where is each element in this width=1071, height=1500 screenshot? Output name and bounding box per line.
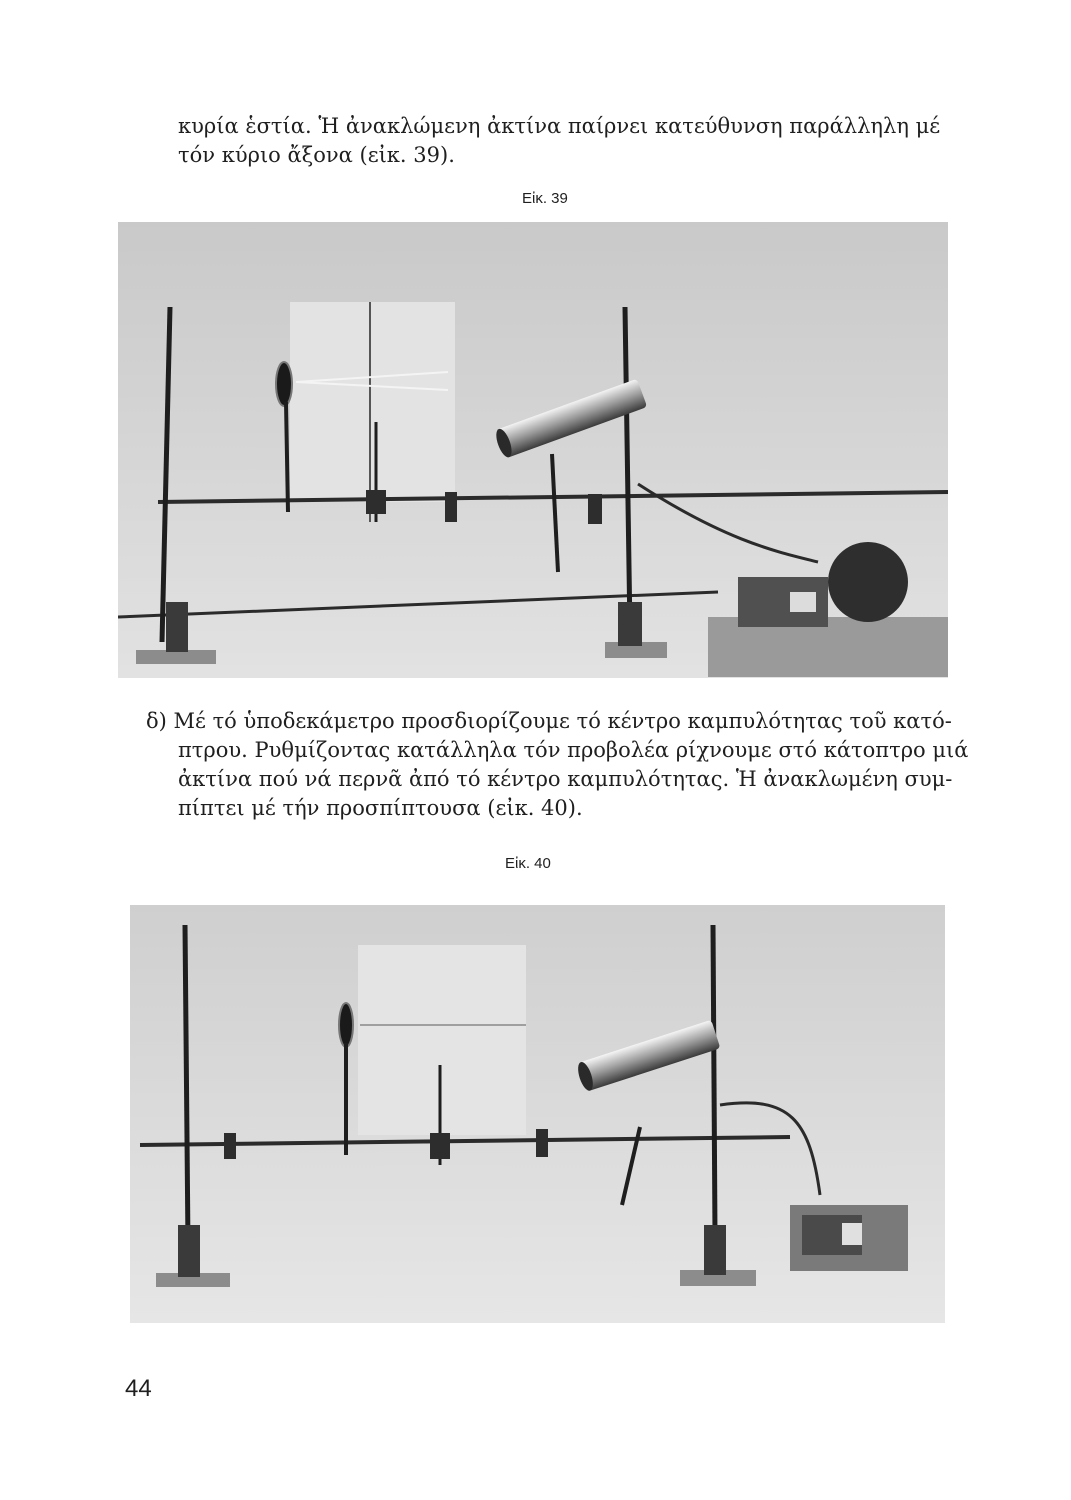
screen-panel	[290, 302, 455, 502]
text-line: κυρία ἑστία. Ἡ ἀνακλώμενη ἀκτίνα παίρνει κατεύθυνση παράλληλη μέ	[178, 114, 941, 138]
paragraph-delta	[146, 707, 969, 823]
text-line: δ) Μέ τό ὑποδεκάμετρο προσδιορίζουμε τό κέντρο καμπυλότητας τοῦ κατό-	[146, 709, 952, 733]
figure-40-caption: Εἰκ. 40	[505, 855, 551, 872]
mirror	[339, 1003, 353, 1047]
paragraph-top	[178, 112, 948, 170]
mirror	[276, 362, 292, 406]
text-line: πτρου. Ρυθμίζοντας κατάλληλα τόν προβολέα ρίχνουμε στό κάτοπτρο μιά	[178, 738, 969, 762]
page-number: 44	[125, 1375, 152, 1402]
right-stand-rod	[713, 925, 715, 1235]
figure-39-drawing	[118, 222, 948, 678]
screen-panel	[358, 945, 526, 1135]
figure-39-photo	[118, 222, 948, 678]
text-line: ἀκτίνα πού νά περνᾶ ἀπό τό κέντρο καμπυλότητας. Ἡ ἀνακλωμένη συμ-	[178, 767, 953, 791]
text-line: τόν κύριο ἄξονα (εἰκ. 39).	[178, 143, 455, 167]
figure-40-drawing	[130, 905, 945, 1323]
text-line: πίπτει μέ τήν προσπίπτουσα (εἰκ. 40).	[178, 796, 583, 820]
figure-40-photo	[130, 905, 945, 1323]
figure-39-caption: Εἰκ. 39	[522, 190, 568, 207]
left-stand-rod	[185, 925, 188, 1245]
